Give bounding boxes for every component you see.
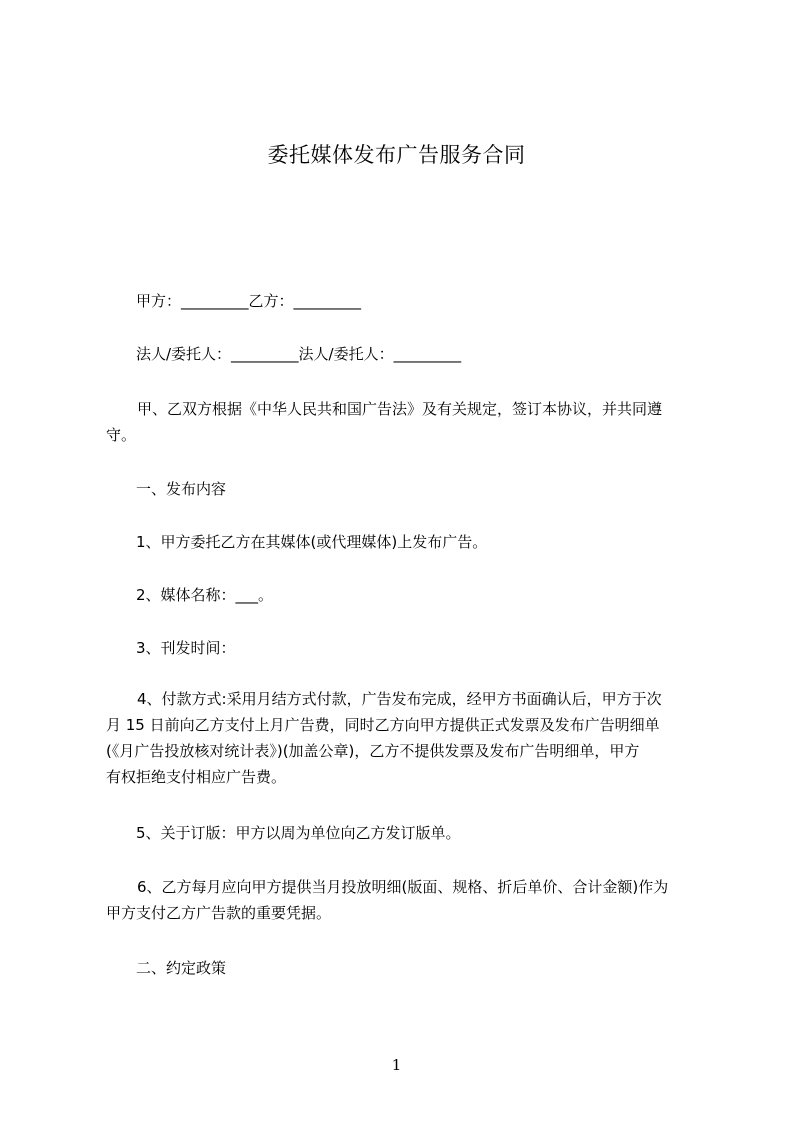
document-title: 委托媒体发布广告服务合同 <box>267 143 526 167</box>
clause-4-line-1: 4、付款方式:采用月结方式付款，广告发布完成，经甲方书面确认后，甲方于次 <box>137 690 662 708</box>
clause-4-line-4: 有权拒绝支付相应广告费。 <box>106 768 287 786</box>
clause-5: 5、关于订版：甲方以周为单位向乙方发订版单。 <box>136 824 461 842</box>
clause-4-paragraph <box>106 686 718 790</box>
clause-6-line-1: 6、乙方每月应向甲方提供当月投放明细(版面、规格、折后单价、合计金额)作为 <box>137 878 669 896</box>
intro-paragraph <box>106 396 718 448</box>
clause-1: 1、甲方委托乙方在其媒体(或代理媒体)上发布广告。 <box>136 533 488 551</box>
intro-line-1: 甲、乙双方根据《中华人民共和国广告法》及有关规定，签订本协议，并共同遵 <box>137 400 663 418</box>
clause-4-line-2: 月 15 日前向乙方支付上月广告费，同时乙方向甲方提供正式发票及发布广告明细单 <box>106 716 660 734</box>
clause-4-line-3: (《月广告投放核对统计表》)(加盖公章)，乙方不提供发票及发布广告明细单，甲方 <box>106 742 640 760</box>
intro-line-2: 守。 <box>106 426 137 444</box>
section-1-heading: 一、发布内容 <box>136 480 227 498</box>
clause-3: 3、刊发时间： <box>136 639 236 657</box>
page-number: 1 <box>391 1056 402 1074</box>
clause-6-line-2: 甲方支付乙方广告款的重要凭据。 <box>106 904 332 922</box>
clause-6-paragraph <box>106 874 718 926</box>
party-line: 甲方：_________乙方：_________ <box>136 292 362 310</box>
legal-representative-line: 法人/委托人：_________法人/委托人：_________ <box>136 345 462 363</box>
clause-2: 2、媒体名称：___。 <box>136 586 274 604</box>
section-2-heading: 二、约定政策 <box>136 959 227 977</box>
